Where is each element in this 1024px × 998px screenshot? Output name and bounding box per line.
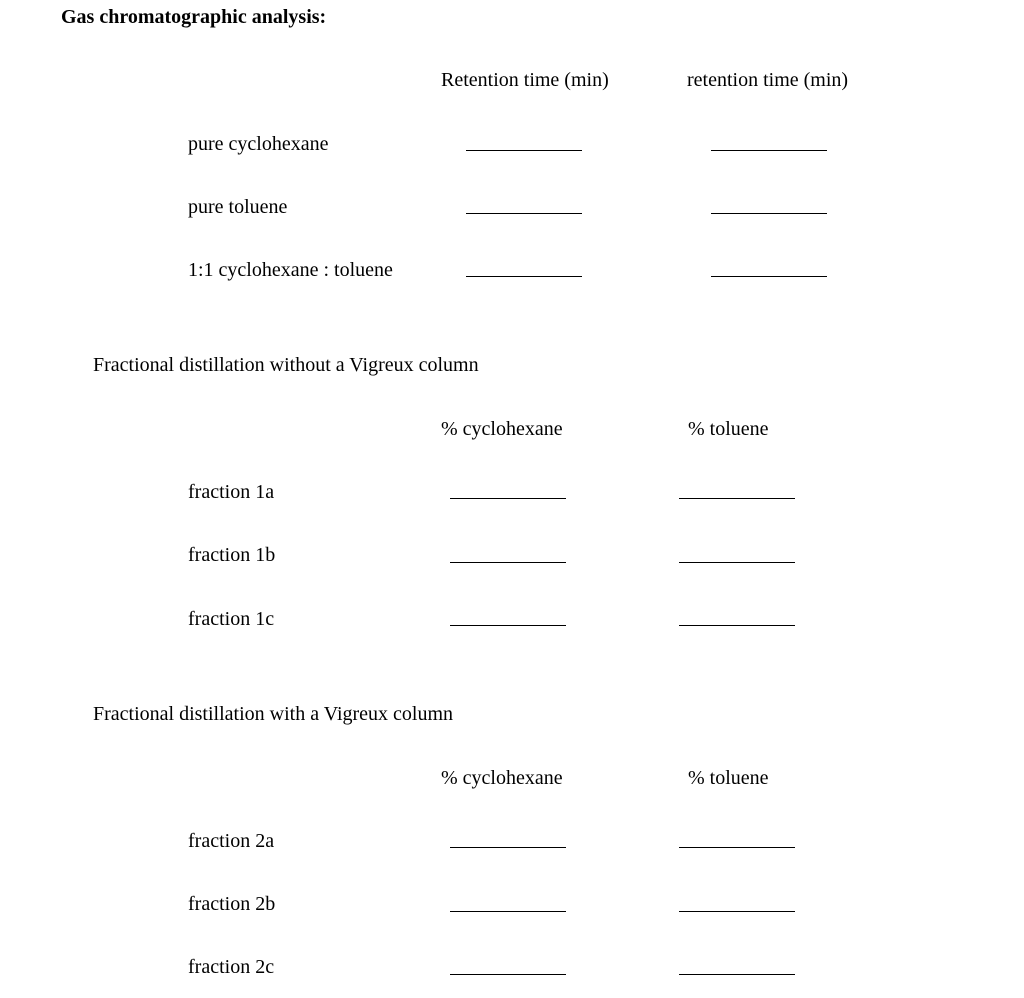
fraction-1a-toluene-blank[interactable] — [679, 498, 795, 499]
gc-row-1-col1-blank[interactable] — [466, 150, 582, 151]
gc-row-2-col2-blank[interactable] — [711, 213, 827, 214]
fraction-1a-cyclohexane-blank[interactable] — [450, 498, 566, 499]
gc-row-label: 1:1 cyclohexane : toluene — [188, 259, 393, 281]
without-vigreux-col1-header: % cyclohexane — [441, 418, 563, 440]
fraction-1b-toluene-blank[interactable] — [679, 562, 795, 563]
fraction-2b-label: fraction 2b — [188, 893, 276, 915]
gc-col1-header: Retention time (min) — [441, 69, 609, 91]
gc-row-2-col1-blank[interactable] — [466, 213, 582, 214]
gc-row-3-col1-blank[interactable] — [466, 276, 582, 277]
with-vigreux-col1-header: % cyclohexane — [441, 767, 563, 789]
fraction-2c-toluene-blank[interactable] — [679, 974, 795, 975]
fraction-2b-cyclohexane-blank[interactable] — [450, 911, 566, 912]
fraction-2a-label: fraction 2a — [188, 830, 275, 852]
with-vigreux-title: Fractional distillation with a Vigreux column — [93, 703, 454, 725]
gc-col2-header: retention time (min) — [687, 69, 849, 91]
fraction-1b-label: fraction 1b — [188, 544, 276, 566]
without-vigreux-title: Fractional distillation without a Vigreux column — [93, 354, 479, 376]
fraction-2c-label: fraction 2c — [188, 956, 275, 978]
fraction-1c-cyclohexane-blank[interactable] — [450, 625, 566, 626]
gc-section-title: Gas chromatographic analysis: — [61, 6, 327, 28]
gc-row-1-col2-blank[interactable] — [711, 150, 827, 151]
gc-row-3-col2-blank[interactable] — [711, 276, 827, 277]
fraction-1c-toluene-blank[interactable] — [679, 625, 795, 626]
with-vigreux-col2-header: % toluene — [688, 767, 769, 789]
fraction-1a-label: fraction 1a — [188, 481, 275, 503]
without-vigreux-col2-header: % toluene — [688, 418, 769, 440]
gc-row-label: pure toluene — [188, 196, 288, 218]
fraction-1b-cyclohexane-blank[interactable] — [450, 562, 566, 563]
fraction-2a-toluene-blank[interactable] — [679, 847, 795, 848]
fraction-2b-toluene-blank[interactable] — [679, 911, 795, 912]
fraction-1c-label: fraction 1c — [188, 608, 275, 630]
gc-row-label: pure cyclohexane — [188, 133, 329, 155]
fraction-2c-cyclohexane-blank[interactable] — [450, 974, 566, 975]
fraction-2a-cyclohexane-blank[interactable] — [450, 847, 566, 848]
